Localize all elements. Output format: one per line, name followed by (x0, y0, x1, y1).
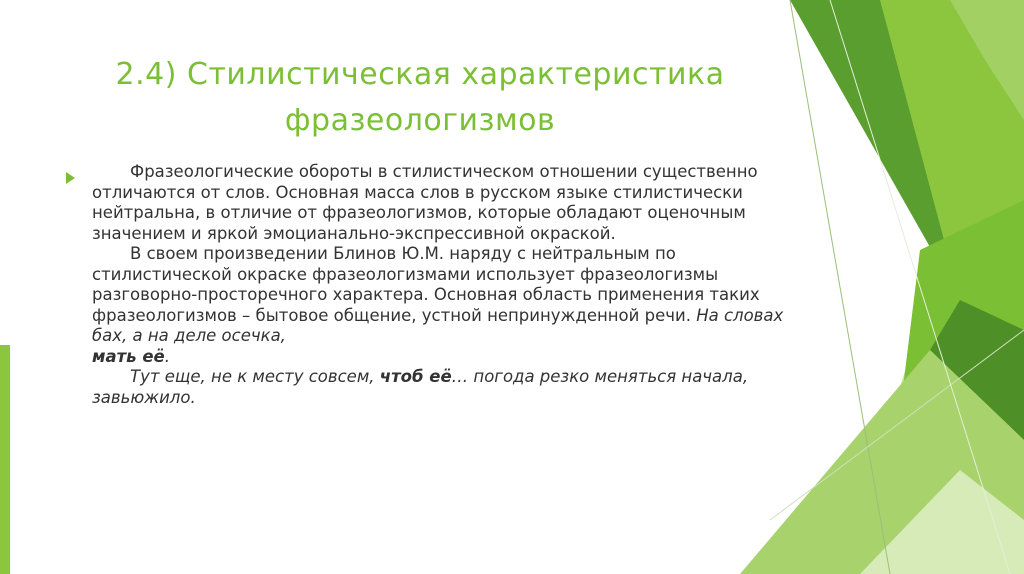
slide-title (60, 52, 780, 144)
slide-title-line2: фразеологизмов (284, 103, 556, 138)
paragraph-1-text: Фразеологические обороты в стилистическом отношении существенно отличаются от слов. Основная масса слов в русском языке стилистически нейтральна, в отличие от фразеологизмов, которые обладают оценочным значением и яркой эмоцианально-экспрессивной окраской. (92, 162, 758, 243)
paragraph-3-part1: Тут еще, не к месту совсем, (130, 367, 380, 386)
paragraph-2-text: В своем произведении Блинов Ю.М. наряду с нейтральным по стилистической окраске фразеологизмами использует фразеологизмы разговорно-просторечного характера. Основная область применения таких фразеологизмов – бытовое общение, устной непринужденной речи. (92, 244, 760, 325)
paragraph-3-bold: чтоб её (379, 367, 452, 386)
paragraph-3-part2: … погода резко меняться начала, завьюжило. (92, 367, 749, 407)
paragraph-2-example-bold: мать её (92, 346, 165, 366)
paragraph-3 (92, 367, 812, 408)
body-text (92, 162, 812, 408)
paragraph-2-example-end: . (164, 346, 170, 366)
bullet-arrow-icon (66, 172, 75, 184)
left-accent-bar (0, 345, 10, 574)
paragraph-2 (92, 244, 812, 367)
slide-title-line1: 2.4) Стилистическая характеристика (115, 57, 725, 92)
paragraph-2-example: На словах бах, а на деле осечка, (92, 305, 784, 345)
paragraph-1 (92, 162, 812, 244)
